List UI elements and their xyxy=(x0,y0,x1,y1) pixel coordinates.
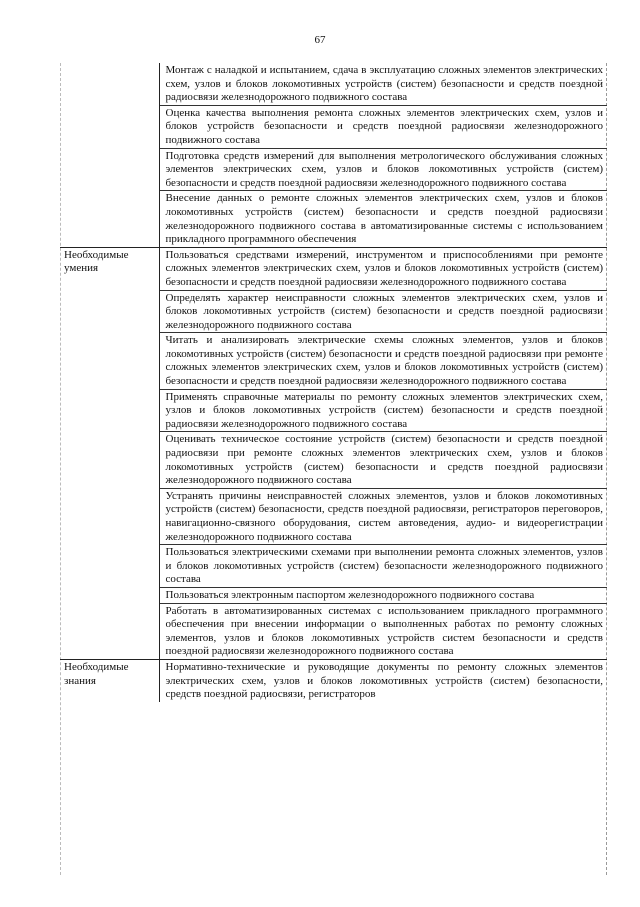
requirement-item: Нормативно-технические и руководящие документы по ремонту сложных элементов электрических схем, узлов и блоков локомотивных устройств (систем) безопасности, средств поездной радиосвязи, регистраторов xyxy=(165,660,603,701)
section-row xyxy=(60,247,607,659)
requirement-item: Читать и анализировать электрические схемы сложных элементов, узлов и блоков локомотивных устройств (систем) безопасности и средств поездной радиосвязи при ремонте сложных элементов электрических схем, узлов и блоков локомотивных устройств (систем) безопасности и средств поездной радиосвязи железнодорожного подвижного состава xyxy=(160,333,608,389)
requirement-item: Определять характер неисправности сложных элементов электрических схем, узлов и блоков локомотивных устройств (систем) безопасности и средств поездной радиосвязи железнодорожного подвижного состава xyxy=(160,291,608,334)
section-row xyxy=(60,659,607,701)
section-items-cell xyxy=(159,247,607,659)
section-label: Необходимые умения xyxy=(64,248,129,275)
section-label-cell xyxy=(60,63,159,247)
requirement-item: Монтаж с наладкой и испытанием, сдача в эксплуатацию сложных элементов электрических схем, узлов и блоков локомотивных устройств (систем) безопасности и средств поездной радиосвязи железнодорожного подвижного состава xyxy=(160,63,608,106)
requirement-item: Устранять причины неисправностей сложных элементов, узлов и блоков локомотивных устройств (систем) безопасности, средств поездной радиосвязи, регистраторов переговоров, навигационно-связного оборудования, систем автоведения, аудио- и видеорегистрации железнодорожного подвижного состава xyxy=(160,489,608,545)
requirement-item: Внесение данных о ремонте сложных элементов электрических схем, узлов и блоков локомотивных устройств (систем) безопасности и средств поездной радиосвязи железнодорожного подвижного состава в автоматизированные системы с использованием прикладного программного обеспечения xyxy=(165,192,603,246)
requirements-table-body xyxy=(60,63,607,702)
requirement-item: Оценка качества выполнения ремонта сложных элементов электрических схем, узлов и блоков устройств безопасности и средств поездной радиосвязи железнодорожного подвижного состава xyxy=(160,106,608,149)
section-label: Необходимые знания xyxy=(64,660,129,687)
requirement-item: Пользоваться электрическими схемами при выполнении ремонта сложных элементов, узлов и блоков локомотивных устройств (систем) безопасности железнодорожного подвижного состава xyxy=(160,545,608,588)
page-number: 67 xyxy=(314,34,326,46)
requirement-item: Применять справочные материалы по ремонту сложных элементов электрических схем, узлов и блоков локомотивных устройств (систем) безопасности и средств поездной радиосвязи железнодорожного подвижного состава xyxy=(160,390,608,433)
requirement-item: Пользоваться электронным паспортом железнодорожного подвижного состава xyxy=(160,588,608,604)
section-label-cell xyxy=(60,247,159,659)
requirement-item: Пользоваться средствами измерений, инструментом и приспособлениями при ремонте сложных элементов электрических схем, узлов и блоков локомотивных устройств (систем) безопасности и средств поездной радиосвязи железнодорожного подвижного состава xyxy=(160,248,608,291)
section-row xyxy=(60,63,607,247)
requirements-table xyxy=(60,63,607,702)
requirement-item: Подготовка средств измерений для выполнения метрологического обслуживания сложных элементов электрических схем, узлов и блоков локомотивных устройств (систем) безопасности и средств поездной радиосвязи железнодорожного подвижного состава xyxy=(160,149,608,192)
requirement-item: Работать в автоматизированных системах с использованием прикладного программного обеспечения при внесении информации о выполненных работах по ремонту сложных элементов, узлов и блоков локомотивных устройств систем безопасности и средств поездной радиосвязи железнодорожного подвижного состава xyxy=(165,604,603,658)
requirement-item: Оценивать техническое состояние устройств (систем) безопасности и средств поездной радиосвязи при ремонте сложных элементов электрических схем, узлов и блоков локомотивных устройств (систем) безопасности и средств поездной радиосвязи железнодорожного подвижного состава xyxy=(160,432,608,488)
section-items-cell xyxy=(159,659,607,701)
section-label-cell xyxy=(60,659,159,701)
section-items-cell xyxy=(159,63,607,247)
